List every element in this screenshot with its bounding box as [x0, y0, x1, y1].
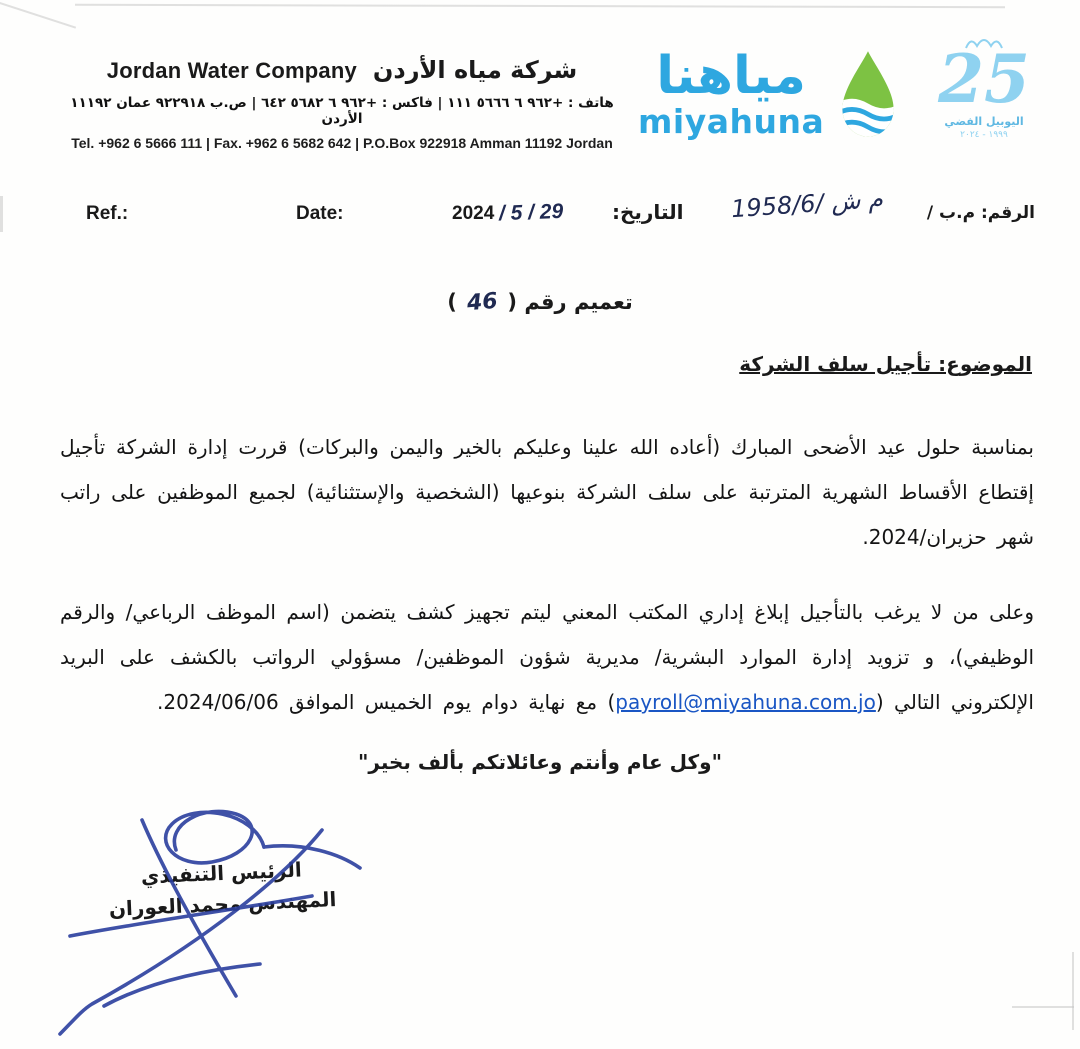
water-drop-icon	[836, 48, 900, 142]
circular-title-prefix: تعميم رقم (	[507, 290, 633, 314]
date-handwritten: / 5 / 29	[498, 199, 564, 226]
body-text	[60, 425, 1034, 725]
brand-name-english: miyahuna	[638, 102, 825, 142]
company-contacts-english: Tel. +962 6 5666 111 | Fax. +962 6 5682 642 | P.O.Box 922918 Amman 11192 Jordan	[71, 135, 613, 151]
signature-block	[101, 853, 343, 925]
reference-number-handwritten: 1958/6/ م ش	[730, 184, 884, 224]
paragraph-2	[60, 590, 1034, 725]
circular-number-handwritten: 46	[465, 288, 499, 317]
brand-name-arabic: مياهنا	[656, 46, 806, 107]
company-contacts-arabic: هاتف : +٩٦٢ ٦ ٥٦٦٦ ١١١ | فاكس : +٩٦٢ ٦ ٥٦٨٢ ٦٤٢ | ص.ب ٩٢٢٩١٨ عمان ١١١٩٢ الأردن	[70, 95, 614, 127]
scan-artifact	[75, 4, 1005, 8]
reference-number-label-arabic: الرقم: م.ب /	[926, 203, 1035, 223]
circular-title-suffix: )	[447, 290, 457, 314]
subject-line: الموضوع: تأجيل سلف الشركة	[739, 352, 1032, 376]
company-header	[52, 56, 632, 151]
closing-greeting: "وكل عام وأنتم وعائلاتكم بألف بخير"	[357, 750, 723, 774]
company-name-ar: شركة مياه الأردن	[372, 56, 578, 84]
scan-artifact	[1072, 952, 1074, 1030]
paragraph-1: بمناسبة حلول عيد الأضحى المبارك (أعاده الله علينا وعليكم بالخير واليمن والبركات) قررت إدارة الشركة تأجيل إقتطاع الأقساط الشهرية المترتبة على سلف الشركة بنوعيها (الشخصية والإستثنائية) لجميع الموظفين على راتب شهر حزيران/2024.	[60, 435, 1034, 549]
scan-artifact	[1012, 1006, 1074, 1008]
anniversary-caption: اليوبيل الفضي	[944, 115, 1024, 128]
date-value	[452, 201, 564, 225]
scan-artifact	[0, 196, 3, 232]
payroll-email-link[interactable]: payroll@miyahuna.com.jo	[615, 690, 876, 714]
anniversary-years: ١٩٩٩ - ٢٠٢٤	[960, 130, 1008, 140]
anniversary-25-logo	[926, 34, 1042, 140]
miyahuna-logo	[638, 48, 900, 142]
circular-title	[0, 290, 1080, 315]
date-label: Date:	[296, 203, 344, 224]
paragraph-2-after-email: ) مع نهاية دوام يوم الخميس الموافق 2024/06/06.	[157, 690, 616, 714]
signatory-name: المهندس محمد العوران	[108, 887, 337, 921]
scan-artifact	[0, 2, 76, 29]
signatory-title: الرئيس التنفيذي	[140, 857, 303, 889]
date-year-printed: 2024	[452, 203, 495, 224]
company-names	[52, 56, 632, 84]
anniversary-number: 25	[938, 40, 1030, 118]
date-label-arabic: التاريخ:	[612, 200, 684, 224]
brand-wordmark	[638, 46, 825, 142]
ref-label: Ref.:	[86, 203, 129, 224]
company-name-en: Jordan Water Company	[106, 58, 357, 83]
paragraph-2-before-email: وعلى من لا يرغب بالتأجيل إبلاغ إداري المكتب المعني ليتم تجهيز كشف يتضمن (اسم الموظف الرباعي/ والرقم الوظيفي)، و تزويد إدارة الموارد البشرية/ مديرية شؤون الموظفين/ مسؤولي الرواتب بالكشف على البريد الإلكتروني التالي (	[60, 600, 1034, 714]
